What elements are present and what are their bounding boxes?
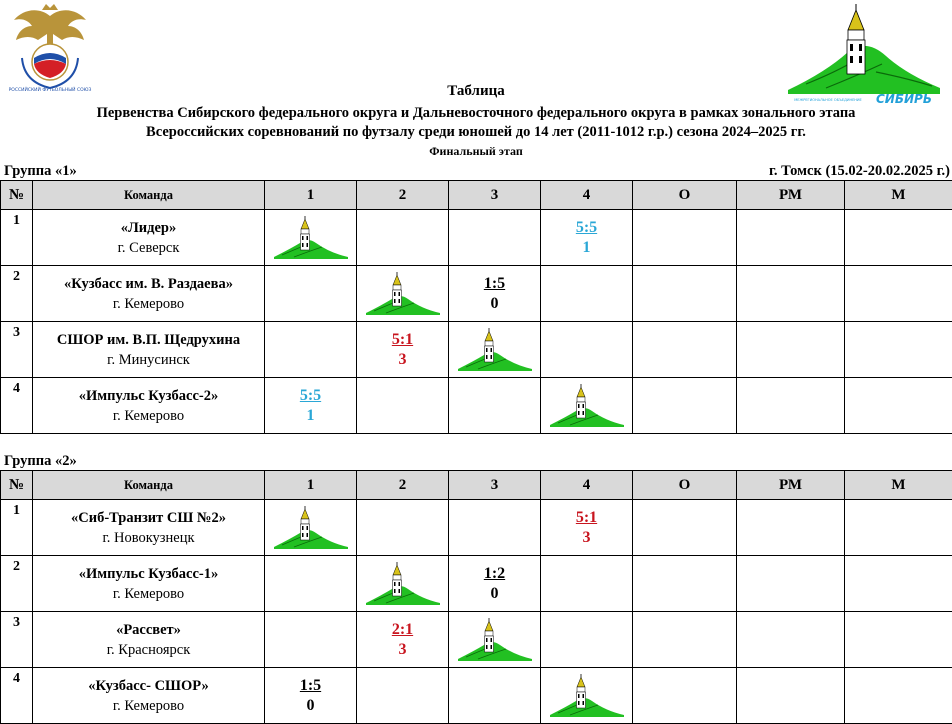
tower-hill-icon	[272, 215, 350, 261]
document-subtitle-line-2: Всероссийских соревнований по футзалу среди юношей до 14 лет (2011-1012 г.р.) сезона 2024–2025 гг.	[0, 123, 952, 141]
match-score: 5:1	[541, 508, 632, 528]
column-header: 3	[449, 471, 541, 500]
row-number: 1	[1, 210, 33, 266]
row-number: 4	[1, 378, 33, 434]
result-cell	[357, 556, 449, 612]
result-cell	[449, 500, 541, 556]
result-cell	[357, 668, 449, 724]
team-name: «Сиб-Транзит СШ №2»	[33, 508, 264, 528]
table-row	[1, 668, 952, 724]
row-number: 2	[1, 556, 33, 612]
stat-cell	[633, 668, 737, 724]
team-city: г. Кемерово	[33, 294, 264, 314]
team-name: «Импульс Кузбасс-1»	[33, 564, 264, 584]
siberia-logo-text: СИБИРЬ	[876, 92, 932, 106]
table-row	[1, 612, 952, 668]
team-city: г. Кемерово	[33, 696, 264, 716]
group-label: Группа «1»	[4, 162, 77, 180]
football-union-logo-text: РОССИЙСКИЙ ФУТБОЛЬНЫЙ СОЮЗ	[9, 86, 92, 92]
column-header: РМ	[737, 471, 845, 500]
result-cell	[357, 500, 449, 556]
table-row	[1, 210, 952, 266]
result-cell	[357, 266, 449, 322]
match-score: 5:5	[265, 386, 356, 406]
team-name: «Лидер»	[33, 218, 264, 238]
table-row	[1, 500, 952, 556]
row-number: 3	[1, 322, 33, 378]
siberia-logo-small-text: МЕЖРЕГИОНАЛЬНОЕ ОБЪЕДИНЕНИЕ	[794, 98, 862, 102]
table-row	[1, 322, 952, 378]
column-header: №	[1, 471, 33, 500]
team-name: СШОР им. В.П. Щедрухина	[33, 330, 264, 350]
result-cell	[449, 668, 541, 724]
stat-cell	[845, 556, 952, 612]
result-cell	[449, 266, 541, 322]
result-cell	[449, 322, 541, 378]
result-cell	[265, 668, 357, 724]
match-points: 0	[265, 696, 356, 716]
header-row	[1, 181, 952, 210]
column-header: Команда	[33, 181, 265, 210]
column-header: М	[845, 471, 952, 500]
column-header: Команда	[33, 471, 265, 500]
row-number: 1	[1, 500, 33, 556]
column-header: 2	[357, 471, 449, 500]
column-header: 3	[449, 181, 541, 210]
column-header: 1	[265, 471, 357, 500]
match-score: 1:5	[265, 676, 356, 696]
stat-cell	[633, 210, 737, 266]
team-city: г. Кемерово	[33, 584, 264, 604]
tower-hill-icon	[364, 561, 442, 607]
result-cell	[265, 322, 357, 378]
row-number: 2	[1, 266, 33, 322]
table-row	[1, 378, 952, 434]
result-cell	[265, 612, 357, 668]
stat-cell	[845, 668, 952, 724]
team-cell	[33, 266, 265, 322]
column-header: 4	[541, 181, 633, 210]
result-cell	[541, 322, 633, 378]
row-number: 3	[1, 612, 33, 668]
result-cell	[541, 556, 633, 612]
tower-hill-icon	[548, 673, 626, 719]
result-cell	[541, 210, 633, 266]
column-header: 1	[265, 181, 357, 210]
match-points: 1	[541, 238, 632, 258]
result-cell	[541, 266, 633, 322]
team-cell	[33, 378, 265, 434]
match-points: 0	[449, 584, 540, 604]
column-header: О	[633, 471, 737, 500]
team-cell	[33, 322, 265, 378]
stat-cell	[845, 266, 952, 322]
stat-cell	[737, 612, 845, 668]
stat-cell	[737, 378, 845, 434]
stat-cell	[737, 266, 845, 322]
column-header: О	[633, 181, 737, 210]
result-cell	[357, 378, 449, 434]
result-cell	[265, 500, 357, 556]
match-points: 3	[541, 528, 632, 548]
team-name: «Кузбасс- СШОР»	[33, 676, 264, 696]
result-cell	[265, 266, 357, 322]
match-points: 0	[449, 294, 540, 314]
team-city: г. Северск	[33, 238, 264, 258]
team-cell	[33, 210, 265, 266]
stat-cell	[737, 668, 845, 724]
match-score: 1:5	[449, 274, 540, 294]
table-row	[1, 556, 952, 612]
result-cell	[541, 500, 633, 556]
tower-hill-icon	[456, 617, 534, 663]
tower-hill-icon	[456, 327, 534, 373]
stat-cell	[845, 210, 952, 266]
column-header: РМ	[737, 181, 845, 210]
football-union-logo	[8, 2, 92, 92]
result-cell	[449, 556, 541, 612]
result-cell	[449, 378, 541, 434]
team-cell	[33, 500, 265, 556]
match-points: 3	[357, 350, 448, 370]
team-name: «Импульс Кузбасс-2»	[33, 386, 264, 406]
stat-cell	[845, 322, 952, 378]
stat-cell	[633, 378, 737, 434]
header-row	[1, 471, 952, 500]
stat-cell	[737, 556, 845, 612]
stat-cell	[845, 500, 952, 556]
team-cell	[33, 556, 265, 612]
standings-table	[0, 470, 952, 724]
match-score: 1:2	[449, 564, 540, 584]
result-cell	[449, 612, 541, 668]
column-header: 4	[541, 471, 633, 500]
team-city: г. Новокузнецк	[33, 528, 264, 548]
stat-cell	[633, 612, 737, 668]
stat-cell	[633, 500, 737, 556]
stat-cell	[845, 612, 952, 668]
stat-cell	[845, 378, 952, 434]
stat-cell	[633, 322, 737, 378]
result-cell	[357, 210, 449, 266]
stat-cell	[737, 500, 845, 556]
result-cell	[541, 668, 633, 724]
column-header: М	[845, 181, 952, 210]
tower-hill-icon	[364, 271, 442, 317]
match-score: 5:5	[541, 218, 632, 238]
stat-cell	[737, 210, 845, 266]
column-header: №	[1, 181, 33, 210]
result-cell	[357, 322, 449, 378]
tower-hill-icon	[272, 505, 350, 551]
document-title: Таблица	[0, 82, 952, 100]
result-cell	[265, 378, 357, 434]
stat-cell	[737, 322, 845, 378]
match-score: 5:1	[357, 330, 448, 350]
document-subtitle-line-1: Первенства Сибирского федерального округа и Дальневосточного федерального округа в рамках зонального этапа	[0, 104, 952, 122]
result-cell	[357, 612, 449, 668]
result-cell	[449, 210, 541, 266]
match-points: 1	[265, 406, 356, 426]
stage-label: Финальный этап	[0, 143, 952, 159]
standings-table	[0, 180, 952, 434]
match-score: 2:1	[357, 620, 448, 640]
row-number: 4	[1, 668, 33, 724]
result-cell	[541, 378, 633, 434]
column-header: 2	[357, 181, 449, 210]
team-city: г. Минусинск	[33, 350, 264, 370]
group-venue: г. Томск (15.02-20.02.2025 г.)	[769, 162, 950, 180]
team-name: «Рассвет»	[33, 620, 264, 640]
stat-cell	[633, 556, 737, 612]
team-city: г. Красноярск	[33, 640, 264, 660]
team-city: г. Кемерово	[33, 406, 264, 426]
tower-hill-icon	[548, 383, 626, 429]
stat-cell	[633, 266, 737, 322]
table-row	[1, 266, 952, 322]
team-name: «Кузбасс им. В. Раздаева»	[33, 274, 264, 294]
team-cell	[33, 668, 265, 724]
result-cell	[265, 210, 357, 266]
result-cell	[265, 556, 357, 612]
match-points: 3	[357, 640, 448, 660]
result-cell	[541, 612, 633, 668]
group-label: Группа «2»	[4, 452, 77, 470]
team-cell	[33, 612, 265, 668]
